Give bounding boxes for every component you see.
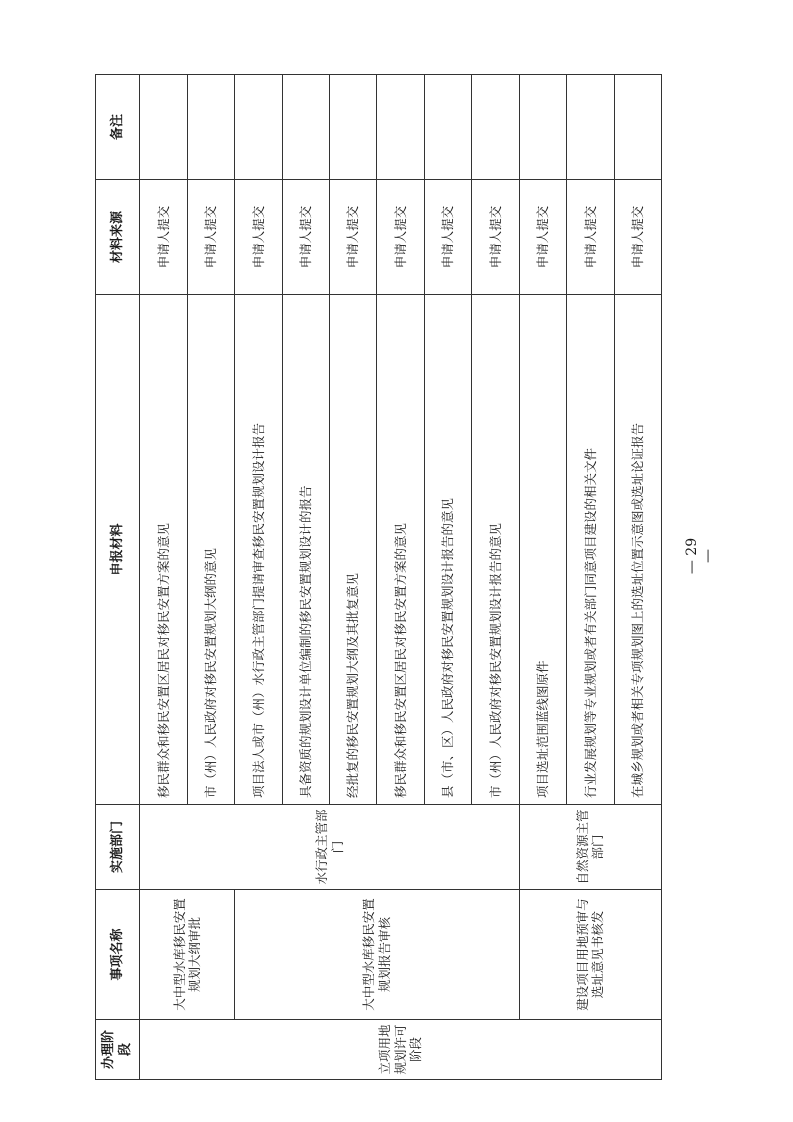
source-cell: 申请人提交 [614,180,661,295]
table-row [519,75,566,1080]
material-cell: 项目法人或市（州）水行政主管部门提请审查移民安置规划设计报告 [235,295,282,805]
table-row [140,75,187,1080]
material-cell: 具备资质的规划设计单位编制的移民安置规划设计的报告 [282,295,329,805]
remark-cell [235,75,282,180]
material-cell: 项目选址范围蓝线图原件 [519,295,566,805]
material-cell: 市（州）人民政府对移民安置规划设计报告的意见 [472,295,519,805]
source-cell: 申请人提交 [424,180,471,295]
dept-cell: 自然资源主管部门 [519,805,661,890]
remark-cell [330,75,377,180]
header-stage: 办理阶段 [96,1020,140,1080]
material-cell: 在城乡规划或者相关专项规划图上的选址位置示意图或选址论证报告 [614,295,661,805]
header-material: 申报材料 [96,295,140,805]
header-row [96,75,140,1080]
remark-cell [424,75,471,180]
materials-table [95,74,662,1080]
header-dept: 实施部门 [96,805,140,890]
header-remark: 备注 [96,75,140,180]
material-cell: 县（市、区）人民政府对移民安置规划设计报告的意见 [424,295,471,805]
material-cell: 移民群众和移民安置区居民对移民安置方案的意见 [377,295,424,805]
dept-cell: 水行政主管部门 [140,805,519,890]
header-item: 事项名称 [96,890,140,1020]
material-cell: 经批复的移民安置规划大纲及其批复意见 [330,295,377,805]
remark-cell [140,75,187,180]
stage-cell: 立项用地规划许可阶段 [140,1020,662,1080]
source-cell: 申请人提交 [330,180,377,295]
source-cell: 申请人提交 [567,180,614,295]
page-number: — 29 — [684,537,716,575]
remark-cell [614,75,661,180]
material-cell: 市（州）人民政府对移民安置规划大纲的意见 [187,295,234,805]
source-cell: 申请人提交 [519,180,566,295]
remark-cell [519,75,566,180]
item-cell: 建设项目用地预审与选址意见书核发 [519,890,661,1020]
source-cell: 申请人提交 [140,180,187,295]
remark-cell [282,75,329,180]
source-cell: 申请人提交 [187,180,234,295]
source-cell: 申请人提交 [377,180,424,295]
source-cell: 申请人提交 [472,180,519,295]
source-cell: 申请人提交 [282,180,329,295]
remark-cell [472,75,519,180]
remark-cell [567,75,614,180]
rotated-table-wrapper [95,75,662,1080]
material-cell: 移民群众和移民安置区居民对移民安置方案的意见 [140,295,187,805]
remark-cell [377,75,424,180]
remark-cell [187,75,234,180]
item-cell: 大中型水库移民安置规划大纲审批 [140,890,235,1020]
material-cell: 行业发展规划等专业规划或者有关部门同意项目建设的相关文件 [567,295,614,805]
table-row [235,75,282,1080]
source-cell: 申请人提交 [235,180,282,295]
header-source: 材料来源 [96,180,140,295]
item-cell: 大中型水库移民安置规划报告审核 [235,890,520,1020]
